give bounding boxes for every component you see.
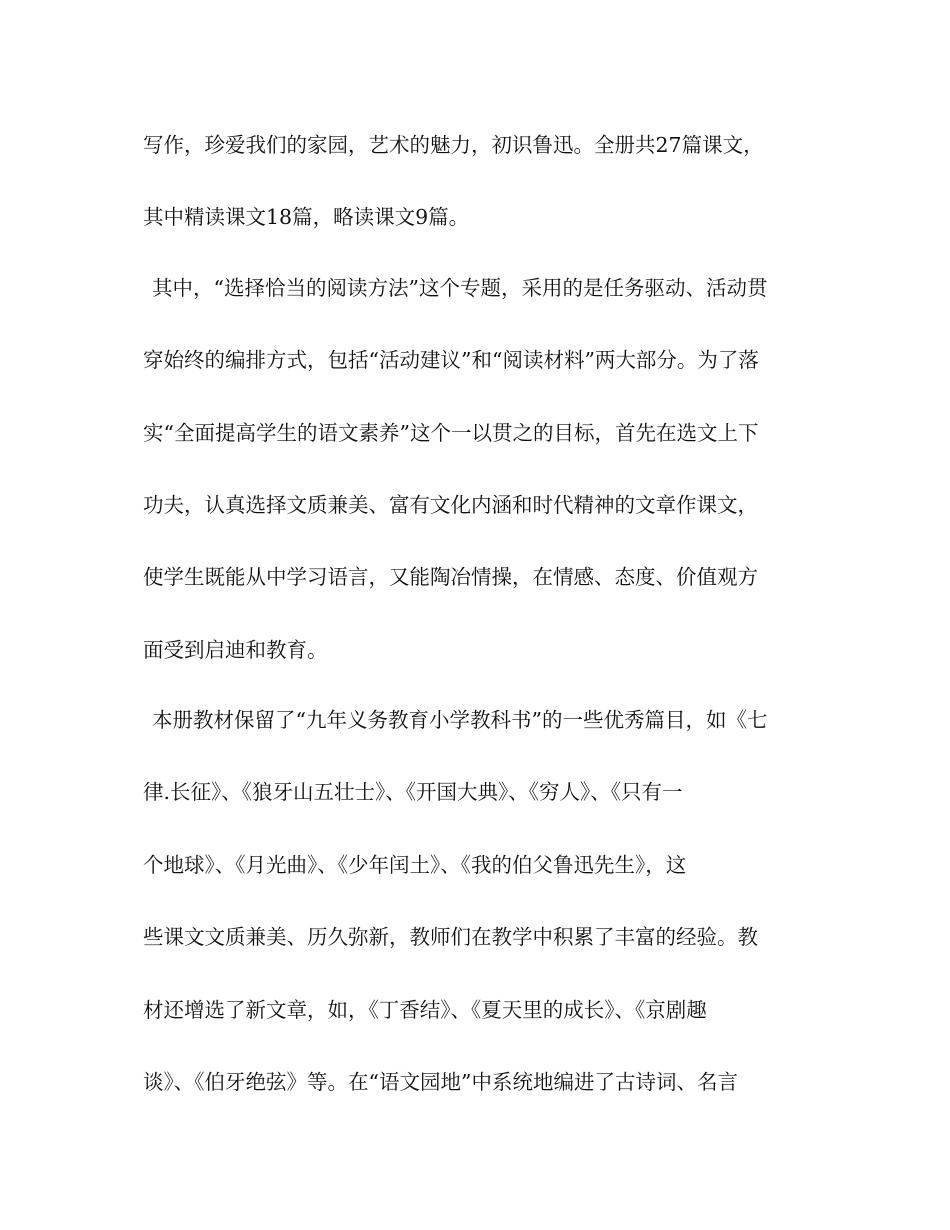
text-line: 面受到启迪和教育。: [143, 638, 328, 662]
text-line: 些课文文质兼美、历久弥新，教师们在教学中积累了丰富的经验。教: [143, 925, 758, 949]
text-line: 写作，珍爱我们的家园，艺术的魅力，初识鲁迅。全册共27篇课文，: [143, 133, 764, 157]
text-line: 其中精读课文18篇，略读课文9篇。: [143, 205, 470, 229]
text-line: 功夫，认真选择文质兼美、富有文化内涵和时代精神的文章作课文，: [143, 493, 758, 517]
text-line: 谈》、《伯牙绝弦》等。在“语文园地”中系统地编进了古诗词、名言: [143, 1070, 738, 1094]
text-line: 实“全面提高学生的语文素养”这个一以贯之的目标，首先在选文上下: [143, 421, 759, 445]
text-line: 其中，“选择恰当的阅读方法”这个专题，采用的是任务驱动、活动贯: [152, 276, 768, 300]
text-line: 个地球》、《月光曲》、《少年闰土》、《我的伯父鲁迅先生》，这: [143, 853, 687, 877]
text-line: 使学生既能从中学习语言，又能陶冶情操，在情感、态度、价值观方: [143, 565, 758, 589]
text-line: 穿始终的编排方式，包括“活动建议”和“阅读材料”两大部分。为了落: [143, 348, 759, 372]
text-line: 律.长征》、《狼牙山五壮士》、《开国大典》、《穷人》、《只有一: [143, 780, 683, 804]
text-line: 材还增选了新文章，如，《丁香结》、《夏天里的成长》、《京剧趣: [143, 998, 707, 1022]
text-line: 本册教材保留了“九年义务教育小学教科书”的一些优秀篇目，如《七: [152, 708, 768, 732]
